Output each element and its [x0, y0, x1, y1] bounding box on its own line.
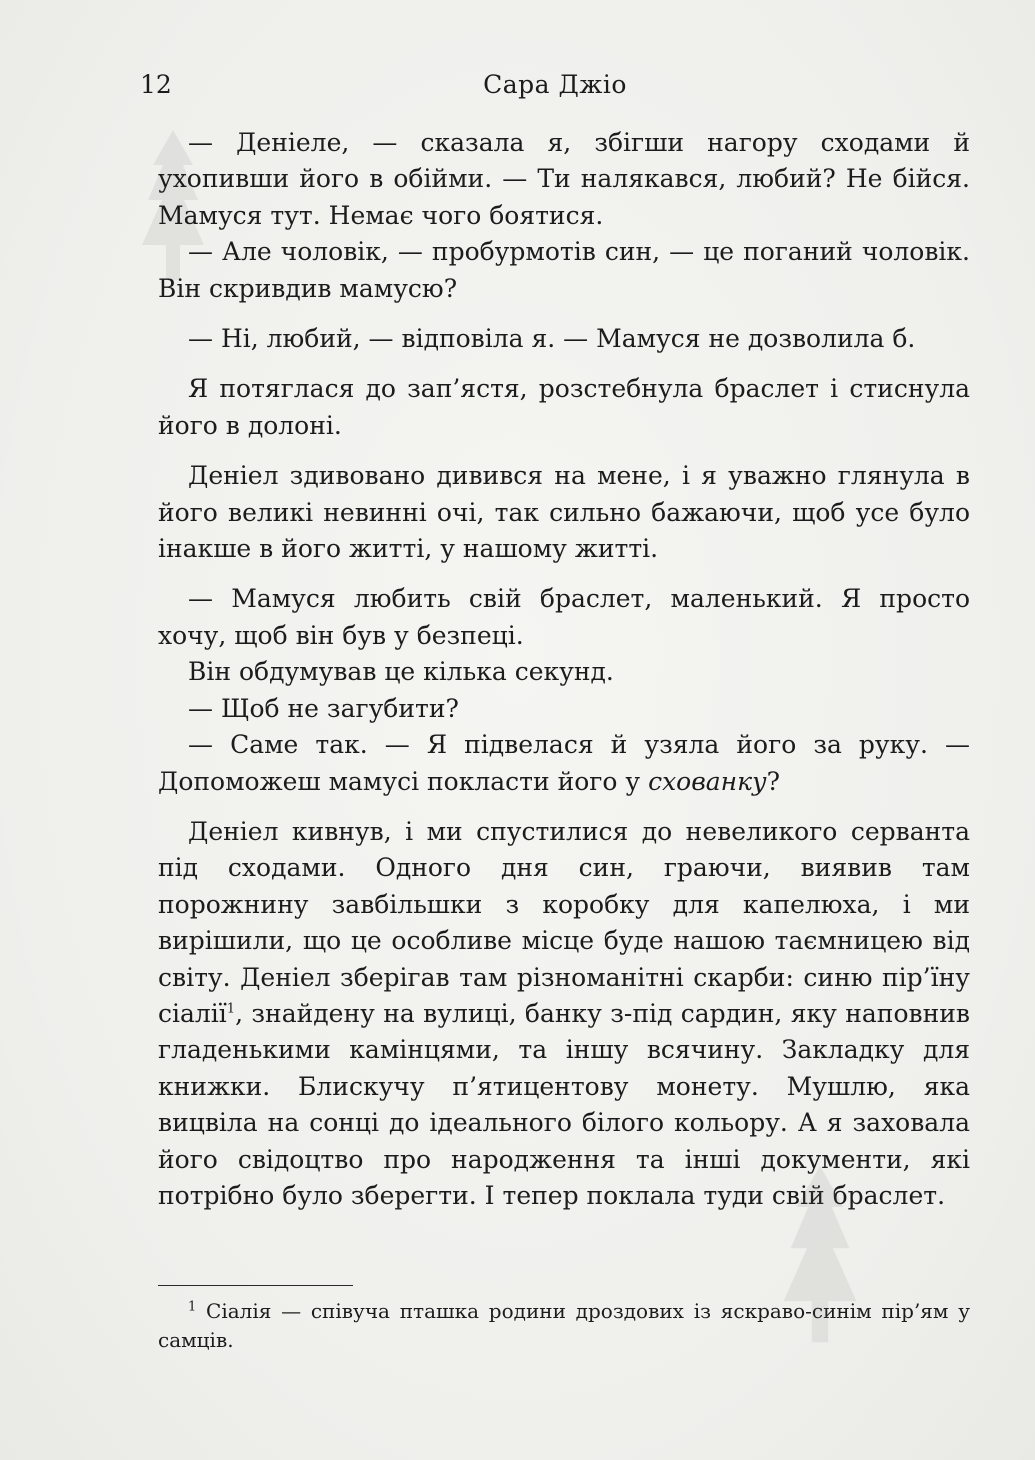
paragraph: Я потяглася до зап’ястя, розстебнула браслет і стиснула його в долоні. — [158, 374, 970, 440]
paragraph — [158, 814, 970, 1214]
main-text — [158, 125, 970, 1214]
paragraph-text: — Саме так. — Я підвелася й узяла його за руку. — Допоможеш мамусі покласти його у — [158, 730, 970, 796]
paragraph: — Деніеле, — сказала я, збігши нагору сходами й ухопивши його в обійми. — Ти налякався, любий? Не бійся. Мамуся тут. Немає чого боятися. — [158, 128, 970, 230]
paragraph-text: Деніел кивнув, і ми спустилися до невеликого серванта під сходами. Одного дня син, граючи, виявив там порожнину завбільшки з коробку для капелюха, і ми вирішили, що це особливе місце буде нашою таємницею від світу. Деніел зберігав там різноманітні скарби: синю пір’їну сіалії — [158, 816, 970, 1028]
footnote-marker: 1 — [188, 1299, 197, 1315]
italic-word: схованку — [648, 766, 767, 796]
running-title: Сара Джіо — [483, 70, 627, 99]
page-number: 12 — [140, 70, 172, 99]
paragraph: — Ні, любий, — відповіла я. — Мамуся не дозволила б. — [188, 324, 916, 354]
footnote-divider — [158, 1285, 353, 1286]
paragraph: — Але чоловік, — пробурмотів син, — це поганий чоловік. Він скривдив мамусю? — [158, 237, 970, 303]
paragraph-text: ? — [766, 766, 780, 796]
paragraph: Деніел здивовано дивився на мене, і я уважно глянула в його великі невинні очі, так сильно бажаючи, щоб усе було інакше в його житті, у нашому житті. — [158, 461, 970, 564]
footnote-text: Сіалія — співуча пташка родини дроздових із яскраво-синім пір’ям у самців. — [158, 1299, 970, 1352]
paragraph — [158, 727, 970, 800]
page-header — [140, 70, 970, 110]
bookstore-watermark-icon — [755, 1160, 885, 1360]
footnote-reference[interactable]: 1 — [226, 1001, 236, 1017]
paragraph: — Мамуся любить свій браслет, маленький. Я просто хочу, щоб він був у безпеці. — [158, 584, 970, 650]
paragraph: Він обдумував це кілька секунд. — [188, 657, 614, 687]
paragraph: — Щоб не загубити? — [188, 693, 459, 723]
paragraph-text: , знайдену на вулиці, банку з-під сардин, яку наповнив гладенькими камінцями, та іншу всячину. Закладку для книжки. Блискучу п’ятицентову монету. Мушлю, яка вицвіла на сонці до ідеального білого кольору. А я заховала його свідоцтво про народження та інші документи, які потрібно було зберегти. І тепер поклала туди свій браслет. — [158, 998, 970, 1210]
